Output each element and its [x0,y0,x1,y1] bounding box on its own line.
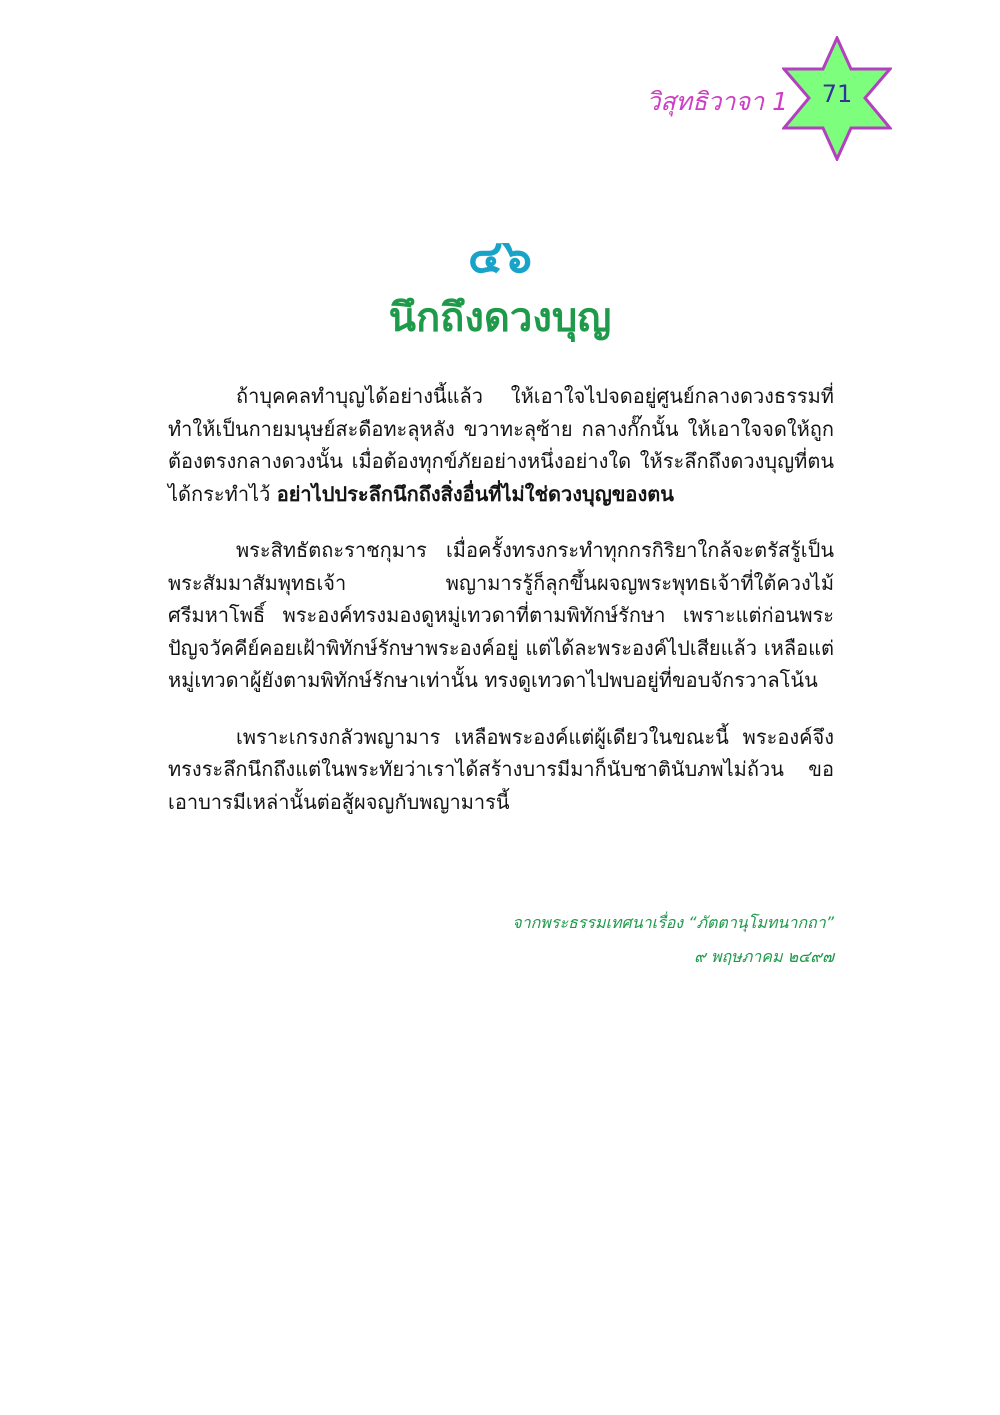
source-line-1: จากพระธรรมเทศนาเรื่อง “ภัตตานุโมทนากถา” [512,913,834,932]
paragraph-3-text: เพราะเกรงกลัวพญามาร เหลือพระองค์แต่ผู้เดียวในขณะนี้ พระองค์จึงทรงระลึกนึกถึงแต่ในพระทัยว่าเราได้สร้างบารมีมาก็นับชาตินับภพไม่ถ้วน ขอเอาบารมีเหล่านั้นต่อสู้ผจญกับพญามารนี้ [168,724,834,814]
chapter-title: นึกถึงดวงบุญ [388,295,612,341]
paragraph-1 [168,380,834,510]
paragraph-2 [168,534,834,697]
paragraph-3 [168,721,834,819]
page-number: 71 [821,80,853,108]
paragraph-2-text: พระสิทธัตถะราชกุมาร เมื่อครั้งทรงกระทำทุกกรกิริยาใกล้จะตรัสรู้เป็นพระสัมมาสัมพุทธเจ้า พญามารรู้ก็ลุกขึ้นผจญพระพุทธเจ้าที่ใต้ควงไม้ศรีมหาโพธิ์ พระองค์ทรงมองดูหมู่เทวดาที่ตามพิทักษ์รักษา เพราะแต่ก่อนพระปัญจวัคคีย์คอยเฝ้าพิทักษ์รักษาพระองค์อยู่ แต่ได้ละพระองค์ไปเสียแล้ว เหลือแต่หมู่เทวดาผู้ยังตามพิทักษ์รักษาเท่านั้น ทรงดูเทวดาไปพบอยู่ที่ขอบจักรวาลโน้น [168,538,834,692]
chapter-number: ๔๖ [467,229,532,283]
book-title: วิสุทธิวาจา 1 [646,87,788,116]
source-date: ๙ พฤษภาคม ๒๔๙๗ [694,947,834,966]
body-text [168,380,834,842]
paragraph-1-emphasis: อย่าไปประลึกนึกถึงสิ่งอื่นที่ไม่ใช่ดวงบุญของตน [276,481,674,506]
source-citation [512,906,834,974]
paragraph-1-text: ถ้าบุคคลทำบุญได้อย่างนี้แล้ว ให้เอาใจไปจดอยู่ศูนย์กลางดวงธรรมที่ทำให้เป็นกายมนุษย์สะดือทะลุหลัง ขวาทะลุซ้าย กลางกั๊กนั้น ให้เอาใจจดให้ถูกต้องตรงกลางดวงนั้น เมื่อต้องทุกข์ภัยอย่างหนึ่งอย่างใด ให้ระลึกถึงดวงบุญที่ตนได้กระทำไว้ [168,384,834,506]
